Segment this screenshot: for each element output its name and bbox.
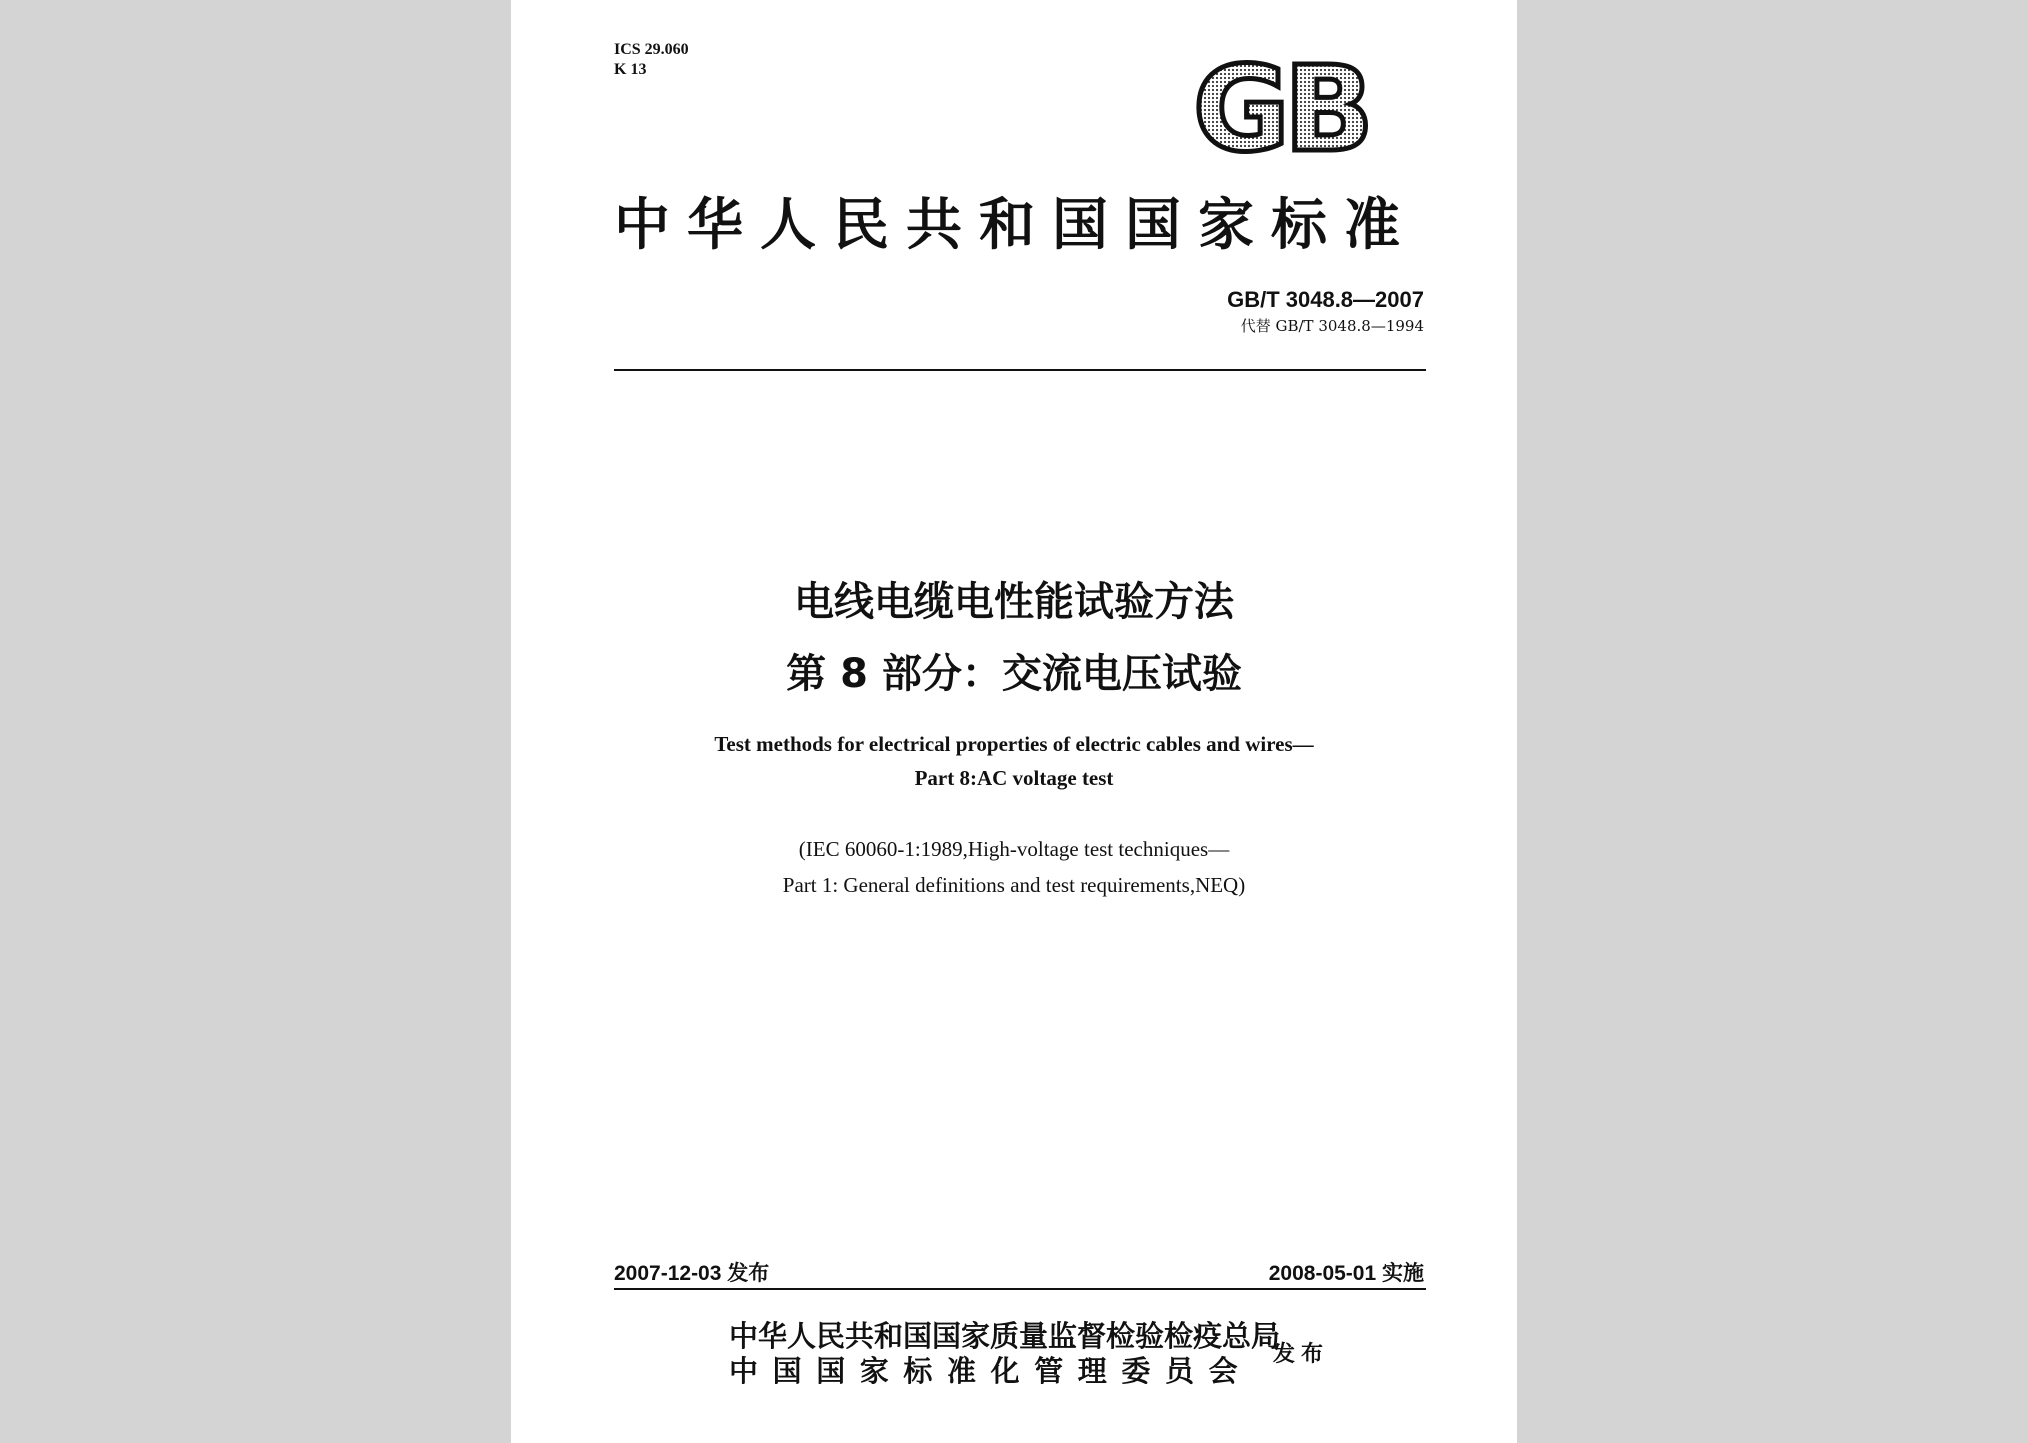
standard-number: GB/T 3048.8—2007 [1227,287,1424,312]
english-title-line1: Test methods for electrical properties of electric cables and wires— [714,732,1314,756]
chinese-title-line2: 第 8 部分：交流电压试验 [786,651,1242,697]
issuer-line1: 中华人民共和国国家质量监督检验检疫总局 [729,1319,1281,1353]
implementation-date: 2008-05-01 实施 [1268,1262,1424,1285]
iec-reference-line2: Part 1: General definitions and test requirements,NEQ) [782,873,1246,897]
replaced-standard: 代替 GB/T 3048.8—1994 [1240,317,1424,335]
top-divider [614,369,1426,371]
document-page [511,0,1517,1443]
issue-action: 发布 [1273,1341,1330,1367]
english-title-line2: Part 8:AC voltage test [914,766,1114,790]
issuer-line2: 中国国家标准化管理委员会 [729,1354,1253,1388]
gb-logo [1191,52,1396,162]
standard-category: 中华人民共和国国家标准 [614,192,1417,258]
svg-text:GB: GB [1193,52,1368,162]
ccs-code: K 13 [614,61,647,78]
bottom-divider [614,1288,1426,1290]
issue-date: 2007-12-03 发布 [614,1262,770,1285]
classification-codes [614,40,689,80]
iec-reference-line1: (IEC 60060-1:1989,High-voltage test techniques— [798,837,1230,861]
chinese-title-line1: 电线电缆电性能试验方法 [794,579,1234,625]
ics-code: ICS 29.060 [614,41,689,58]
